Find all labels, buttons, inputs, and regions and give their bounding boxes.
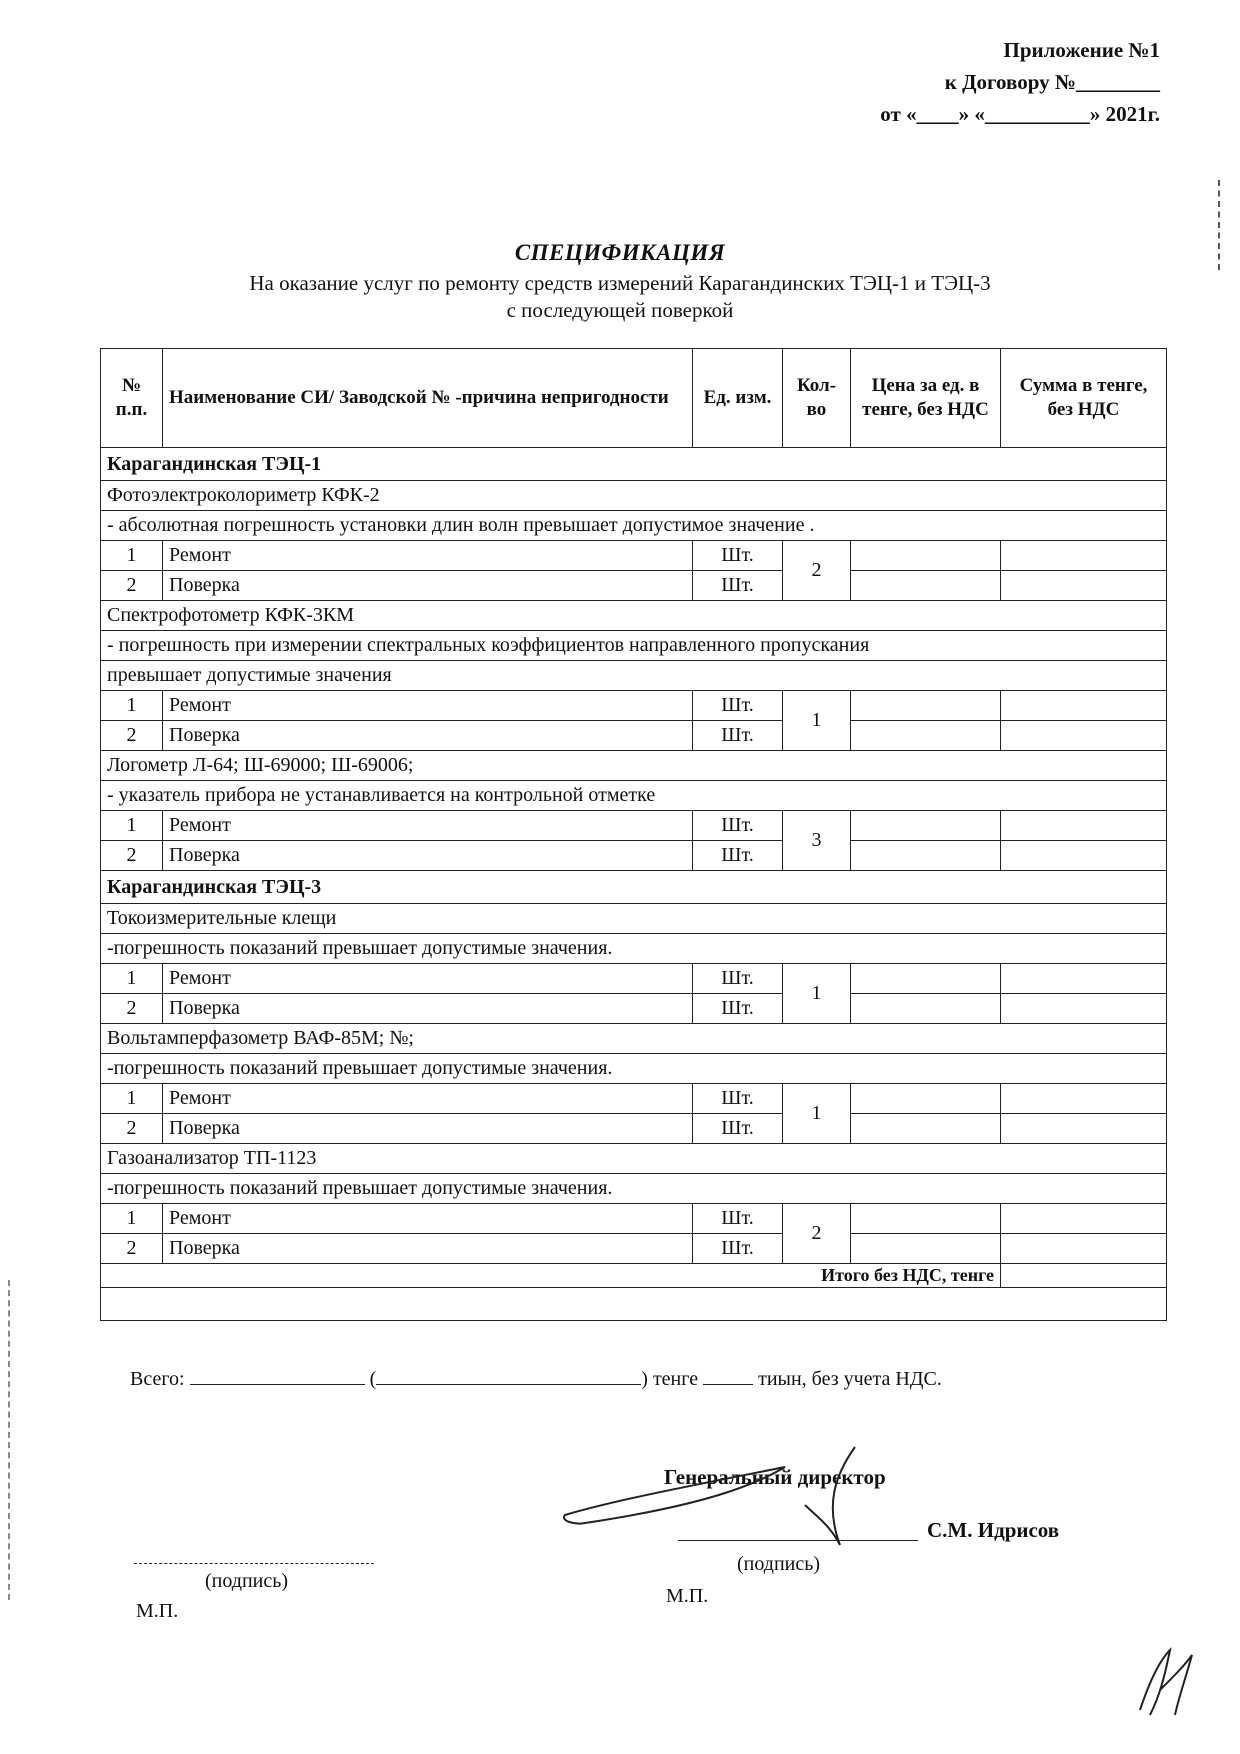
service-unit: Шт. bbox=[693, 1084, 783, 1114]
grand-total-line bbox=[130, 1368, 942, 1391]
page-initials-mark bbox=[1130, 1640, 1200, 1720]
service-unit: Шт. bbox=[693, 721, 783, 751]
item-reason: - указатель прибора не устанавливается на контрольной отметке bbox=[101, 781, 1167, 811]
service-label: Ремонт bbox=[163, 1204, 693, 1234]
service-number: 2 bbox=[101, 721, 163, 751]
grand-total-amount-blank bbox=[190, 1384, 365, 1385]
item-reason: - абсолютная погрешность установки длин волн превышает допустимое значение . bbox=[101, 511, 1167, 541]
service-row bbox=[101, 721, 1167, 751]
service-row bbox=[101, 1114, 1167, 1144]
service-price bbox=[851, 1084, 1001, 1114]
service-unit: Шт. bbox=[693, 841, 783, 871]
service-number: 2 bbox=[101, 994, 163, 1024]
service-label: Ремонт bbox=[163, 964, 693, 994]
total-row bbox=[101, 1264, 1167, 1288]
sign-caption-left: (подпись) bbox=[205, 1570, 289, 1592]
service-label: Ремонт bbox=[163, 541, 693, 571]
signer-position: Генеральный директор bbox=[664, 1465, 886, 1489]
service-sum bbox=[1001, 964, 1167, 994]
stamp-place-left: М.П. bbox=[136, 1600, 179, 1622]
total-label: Итого без НДС, тенге bbox=[101, 1264, 1001, 1288]
appendix-number: Приложение №1 bbox=[1003, 38, 1160, 62]
grand-total-tail: тиын, без учета НДС. bbox=[758, 1368, 942, 1390]
item-name: Спектрофотометр КФК-3КМ bbox=[101, 601, 1167, 631]
table-end-row bbox=[101, 1288, 1167, 1321]
service-row bbox=[101, 541, 1167, 571]
scan-edge-mark-left bbox=[8, 1280, 12, 1600]
header-price: Цена за ед. в тенге, без НДС bbox=[851, 349, 1001, 448]
service-number: 2 bbox=[101, 1114, 163, 1144]
service-sum bbox=[1001, 541, 1167, 571]
service-unit: Шт. bbox=[693, 1234, 783, 1264]
service-row bbox=[101, 1084, 1167, 1114]
signature-line-left bbox=[134, 1563, 374, 1564]
item-reason: - погрешность при измерении спектральных коэффициентов направленного пропускания bbox=[101, 631, 1167, 661]
service-number: 1 bbox=[101, 964, 163, 994]
service-sum bbox=[1001, 841, 1167, 871]
item-quantity: 2 bbox=[783, 541, 851, 601]
subtitle-line-2: с последующей поверкой bbox=[506, 298, 734, 322]
sign-caption-right: (подпись) bbox=[737, 1553, 821, 1575]
service-sum bbox=[1001, 571, 1167, 601]
item-name: Вольтамперфазометр ВАФ-85М; №; bbox=[101, 1024, 1167, 1054]
service-label: Поверка bbox=[163, 571, 693, 601]
service-sum bbox=[1001, 994, 1167, 1024]
item-name: Логометр Л-64; Ш-69000; Ш-69006; bbox=[101, 751, 1167, 781]
item-reason: превышает допустимые значения bbox=[101, 661, 1167, 691]
service-number: 2 bbox=[101, 841, 163, 871]
service-label: Поверка bbox=[163, 1114, 693, 1144]
service-label: Ремонт bbox=[163, 691, 693, 721]
item-reason-row bbox=[101, 934, 1167, 964]
service-sum bbox=[1001, 811, 1167, 841]
service-number: 2 bbox=[101, 1234, 163, 1264]
total-value bbox=[1001, 1264, 1167, 1288]
item-reason-row bbox=[101, 1054, 1167, 1084]
item-reason: -погрешность показаний превышает допустимые значения. bbox=[101, 1174, 1167, 1204]
service-price bbox=[851, 811, 1001, 841]
item-reason-row bbox=[101, 661, 1167, 691]
service-label: Ремонт bbox=[163, 1084, 693, 1114]
item-quantity: 1 bbox=[783, 964, 851, 1024]
service-price bbox=[851, 994, 1001, 1024]
stamp-place-right: М.П. bbox=[666, 1585, 709, 1607]
service-price bbox=[851, 1204, 1001, 1234]
service-unit: Шт. bbox=[693, 571, 783, 601]
specification-table bbox=[100, 348, 1167, 1321]
item-name-row bbox=[101, 904, 1167, 934]
service-row bbox=[101, 1234, 1167, 1264]
service-sum bbox=[1001, 1234, 1167, 1264]
section-title: Карагандинская ТЭЦ-1 bbox=[101, 448, 1167, 481]
item-quantity: 3 bbox=[783, 811, 851, 871]
service-unit: Шт. bbox=[693, 691, 783, 721]
subtitle-line-1: На оказание услуг по ремонту средств измерений Карагандинских ТЭЦ-1 и ТЭЦ-3 bbox=[249, 271, 991, 295]
service-label: Поверка bbox=[163, 841, 693, 871]
item-reason: -погрешность показаний превышает допустимые значения. bbox=[101, 1054, 1167, 1084]
header-sum: Сумма в тенге, без НДС bbox=[1001, 349, 1167, 448]
service-price bbox=[851, 1114, 1001, 1144]
service-price bbox=[851, 541, 1001, 571]
service-label: Поверка bbox=[163, 994, 693, 1024]
service-unit: Шт. bbox=[693, 994, 783, 1024]
service-row bbox=[101, 571, 1167, 601]
service-label: Поверка bbox=[163, 1234, 693, 1264]
item-quantity: 1 bbox=[783, 1084, 851, 1144]
signer-name: С.М. Идрисов bbox=[927, 1518, 1060, 1542]
service-price bbox=[851, 571, 1001, 601]
item-quantity: 2 bbox=[783, 1204, 851, 1264]
item-name: Газоанализатор ТП-1123 bbox=[101, 1144, 1167, 1174]
table-body bbox=[101, 448, 1167, 1264]
service-row bbox=[101, 964, 1167, 994]
handwritten-signature bbox=[555, 1445, 875, 1555]
item-name: Фотоэлектроколориметр КФК-2 bbox=[101, 481, 1167, 511]
service-price bbox=[851, 1234, 1001, 1264]
service-row bbox=[101, 994, 1167, 1024]
section-row bbox=[101, 871, 1167, 904]
service-unit: Шт. bbox=[693, 1204, 783, 1234]
section-title: Карагандинская ТЭЦ-3 bbox=[101, 871, 1167, 904]
service-row bbox=[101, 841, 1167, 871]
service-number: 1 bbox=[101, 541, 163, 571]
service-unit: Шт. bbox=[693, 1114, 783, 1144]
item-name-row bbox=[101, 481, 1167, 511]
grand-total-open-paren: ( bbox=[369, 1368, 377, 1390]
service-unit: Шт. bbox=[693, 964, 783, 994]
item-reason-row bbox=[101, 781, 1167, 811]
scan-edge-mark bbox=[1218, 180, 1222, 270]
service-price bbox=[851, 841, 1001, 871]
item-reason-row bbox=[101, 511, 1167, 541]
service-row bbox=[101, 811, 1167, 841]
grand-total-tiyn-blank bbox=[703, 1384, 753, 1385]
service-sum bbox=[1001, 721, 1167, 751]
grand-total-prefix: Всего: bbox=[130, 1368, 185, 1390]
service-number: 1 bbox=[101, 811, 163, 841]
service-price bbox=[851, 964, 1001, 994]
service-label: Поверка bbox=[163, 721, 693, 751]
table-header-row bbox=[101, 349, 1167, 448]
service-price bbox=[851, 721, 1001, 751]
document-title: СПЕЦИФИКАЦИЯ bbox=[514, 240, 726, 265]
grand-total-words-blank bbox=[376, 1384, 641, 1385]
service-row bbox=[101, 1204, 1167, 1234]
service-unit: Шт. bbox=[693, 811, 783, 841]
item-name-row bbox=[101, 751, 1167, 781]
service-number: 1 bbox=[101, 1204, 163, 1234]
service-label: Ремонт bbox=[163, 811, 693, 841]
service-number: 1 bbox=[101, 691, 163, 721]
item-name-row bbox=[101, 1024, 1167, 1054]
service-row bbox=[101, 691, 1167, 721]
header-num: № п.п. bbox=[101, 349, 163, 448]
item-reason: -погрешность показаний превышает допустимые значения. bbox=[101, 934, 1167, 964]
document-subtitle bbox=[0, 270, 1240, 324]
item-name-row bbox=[101, 601, 1167, 631]
contract-reference: к Договору №________ bbox=[944, 70, 1160, 94]
item-reason-row bbox=[101, 631, 1167, 661]
service-number: 1 bbox=[101, 1084, 163, 1114]
header-unit: Ед. изм. bbox=[693, 349, 783, 448]
service-unit: Шт. bbox=[693, 541, 783, 571]
service-price bbox=[851, 691, 1001, 721]
section-row bbox=[101, 448, 1167, 481]
item-name-row bbox=[101, 1144, 1167, 1174]
contract-date: от «____» «__________» 2021г. bbox=[880, 102, 1160, 126]
service-sum bbox=[1001, 1084, 1167, 1114]
item-reason-row bbox=[101, 1174, 1167, 1204]
item-name: Токоизмерительные клещи bbox=[101, 904, 1167, 934]
service-number: 2 bbox=[101, 571, 163, 601]
grand-total-close-paren: ) тенге bbox=[641, 1368, 699, 1390]
header-name: Наименование СИ/ Заводской № -причина непригодности bbox=[163, 349, 693, 448]
header-qty: Кол-во bbox=[783, 349, 851, 448]
service-sum bbox=[1001, 1204, 1167, 1234]
item-quantity: 1 bbox=[783, 691, 851, 751]
service-sum bbox=[1001, 1114, 1167, 1144]
service-sum bbox=[1001, 691, 1167, 721]
